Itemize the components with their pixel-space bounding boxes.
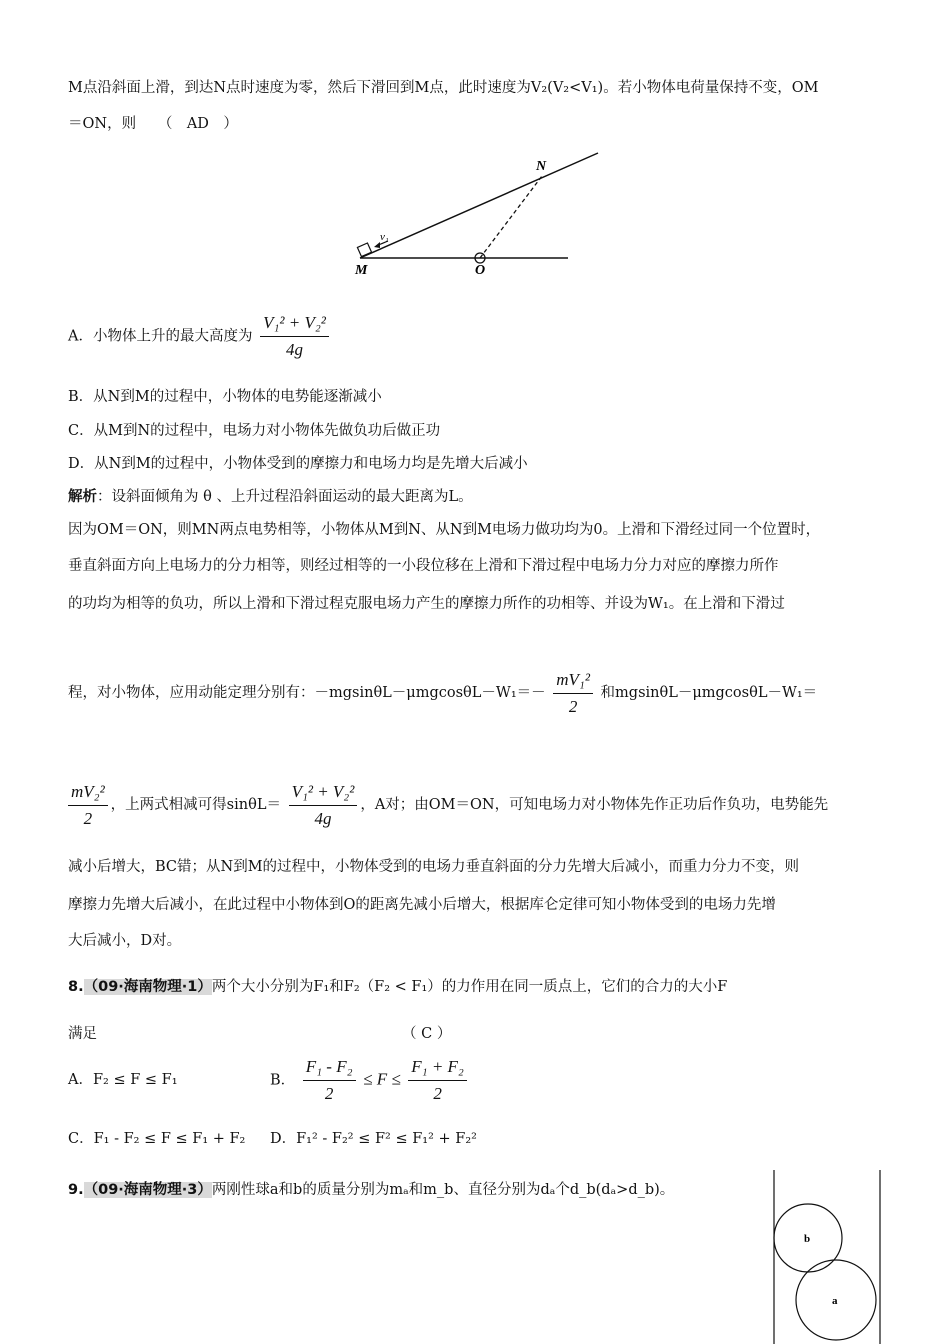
analysis-p3: 的功均为相等的负功，所以上滑和下滑过程克服电场力产生的摩擦力所作的功相等、并设为W₁。在上滑和下滑过 [68,596,785,612]
eq1-pre: 程，对小物体，应用动能定理分别有：－mgsinθL－μmgcosθL－W₁＝－ [68,685,546,701]
q9-source-tag: （09·海南物理·3） [83,1182,212,1198]
analysis-first-text: ：设斜面倾角为 θ 、上升过程沿斜面运动的最大距离为L。 [97,489,473,505]
q8-line-2 [68,1024,97,1044]
intro-line-2: ＝ON，则 （ AD ） [68,116,238,132]
option-a-num: V₁² + V₂² [260,312,329,337]
q8-b-left-fraction [303,1056,356,1105]
q8-b-left-num: F₁ - F₂ [303,1056,356,1081]
option-a-den: 4g [285,340,303,359]
analysis-p6: 大后减小，D对。 [68,933,182,949]
q8-b-right-den: 2 [433,1084,442,1103]
eq2-den2: 4g [314,808,332,828]
q8-option-a: A．F₂ ≤ F ≤ F₁ [68,1072,178,1088]
eq2-fraction-1 [68,781,108,830]
eq2-num: mV₂² [68,781,108,806]
incline-diagram [350,148,610,280]
eq2-num2: V₁² + V₂² [289,781,358,806]
label-n: N [536,159,547,174]
eq2-post: ，A对；由OM＝ON，可知电场力对小物体先作正功后作负功，电势能先 [360,797,829,813]
analysis-p5: 摩擦力先增大后减小，在此过程中小物体到O的距离先减小后增大，根据库仑定律可知小物体受到的电场力先增 [68,897,776,913]
q8-answer: （ C ） [402,1026,452,1042]
option-a [68,312,332,361]
q9-stem-line [68,1180,674,1200]
q8-number: 8. [68,979,84,995]
q8-option-c: C．F₁ - F₂ ≤ F ≤ F₁ + F₂ [68,1131,246,1147]
analysis-eq2 [68,780,828,830]
q8-source-tag: （09·海南物理·1） [83,979,212,995]
option-d: D．从N到M的过程中，小物体受到的摩擦力和电场力均是先增大后减小 [68,456,528,472]
q8-b-right-num: F₁ + F₂ [408,1056,467,1081]
analysis-p4: 减小后增大，BC错；从N到M的过程中，小物体受到的电场力垂直斜面的分力先增大后减小，而重力分力不变，则 [68,859,800,875]
label-m: M [355,263,368,278]
eq1-post: 和mgsinθL－μmgcosθL－W₁＝ [600,685,818,701]
label-v1: v₁ [380,231,389,243]
analysis-p1: 因为OM＝ON，则MN两点电势相等，小物体从M到N、从N到M电场力做功均为0。上滑和下滑经过同一个位置时， [68,522,821,538]
q9-stem: 两刚性球a和b的质量分别为mₐ和m_b、直径分别为dₐ个d_b(dₐ>d_b)。 [211,1182,675,1198]
analysis-label: 解析 [68,489,97,505]
q8-option-b [270,1056,470,1105]
eq1-num: mV₁² [553,669,593,694]
q8-option-d: D．F₁² - F₂² ≤ F² ≤ F₁² + F₂² [270,1131,477,1147]
q8-stem: 两个大小分别为F₁和F₂（F₂ < F₁）的力作用在同一质点上，它们的合力的大小F [211,979,728,995]
eq1-den: 2 [568,696,578,716]
intro-line-1: M点沿斜面上滑，到达N点时速度为零，然后下滑回到M点，此时速度为V₂(V₂<V₁)。若小物体电荷量保持不变，OM [68,80,819,96]
option-a-fraction [260,312,329,361]
q8-b-mid: ≤ F ≤ [363,1069,401,1089]
eq2-fraction-2 [289,781,358,830]
option-b: B．从N到M的过程中，小物体的电势能逐渐减小 [68,389,382,405]
q8-line2-text: 满足 [68,1026,97,1042]
option-c: C．从M到N的过程中，电场力对小物体先做负功后做正功 [68,423,441,439]
eq2-mid: ，上两式相减可得sinθL＝ [110,797,281,813]
option-a-text: A．小物体上升的最大高度为 [68,328,253,345]
q8-stem-line [68,977,727,997]
eq2-den: 2 [83,808,93,828]
ball-a-label: a [832,1295,838,1307]
eq1-fraction [553,669,593,718]
q8-b-left-den: 2 [324,1084,334,1103]
ball-b-label: b [804,1233,811,1245]
label-o: O [475,263,486,278]
analysis-eq1 [68,668,817,718]
q8-b-right-fraction [408,1056,467,1105]
container-diagram [770,1170,886,1344]
q8-option-b-prefix: B． [270,1072,296,1089]
q9-number: 9. [68,1182,84,1198]
analysis-first-line [68,487,473,507]
analysis-p2: 垂直斜面方向上电场力的分力相等，则经过相等的一小段位移在上滑和下滑过程中电场力分力对应的摩擦力所作 [68,558,779,574]
